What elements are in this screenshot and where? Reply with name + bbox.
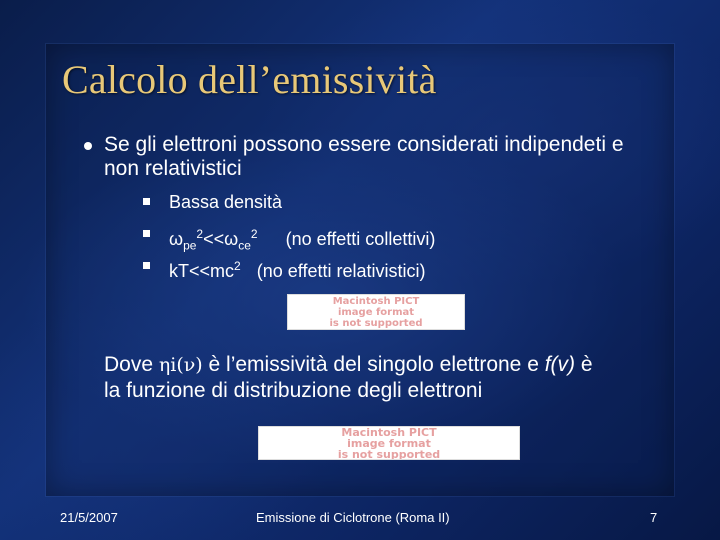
footer-page-number: 7: [650, 510, 658, 525]
sub-bullet-density: [169, 192, 282, 212]
f-symbol: f(v): [544, 353, 576, 376]
para-text-b: è l’emissività del singolo elettrone e: [202, 353, 545, 376]
square-bullet-icon: [143, 230, 150, 237]
para-text-a: Dove: [104, 353, 159, 376]
para-text-c: è: [575, 353, 593, 376]
pict-line-3: is not supported: [329, 317, 423, 329]
temperature-formula: $kT<<mc^2$: [169, 259, 241, 281]
round-bullet-icon: [84, 142, 92, 150]
sub-bullet-temperature: [169, 256, 425, 281]
footer-date: 21/5/2007: [60, 510, 118, 525]
definition-paragraph: [104, 352, 674, 404]
sub-bullet-density-text: Bassa densità: [169, 192, 283, 212]
eta-symbol: ηi(ν): [158, 354, 203, 376]
square-bullet-icon: [143, 262, 150, 269]
main-bullet-text: Se gli elettroni possono essere considerati indipendeti e non relativistici: [104, 133, 624, 180]
square-bullet-icon: [143, 198, 150, 205]
main-bullet: [104, 133, 624, 181]
para-line-2: la funzione di distribuzione degli elettroni: [104, 379, 483, 402]
frequency-note: (no effetti collettivi): [285, 229, 436, 249]
pict-line-2: image format: [337, 306, 415, 318]
frequency-formula: $\omega_{pe}^2<<\omega_{ce}^2$: [169, 227, 258, 253]
pict-placeholder-image-1: [287, 294, 465, 330]
sub-bullet-frequency: [169, 224, 435, 256]
temperature-note: (no effetti relativistici): [256, 261, 426, 281]
pict-line-1: Macintosh PICT: [332, 295, 420, 307]
pict-line-2: image format: [347, 436, 431, 450]
pict-line-1: Macintosh PICT: [341, 426, 437, 439]
pict-line-3: is not supported: [337, 447, 441, 460]
footer-title: Emissione di Ciclotrone (Roma II): [256, 510, 450, 525]
slide-title: Calcolo dell’emissività: [62, 57, 437, 102]
pict-placeholder-image-2: [258, 426, 520, 460]
